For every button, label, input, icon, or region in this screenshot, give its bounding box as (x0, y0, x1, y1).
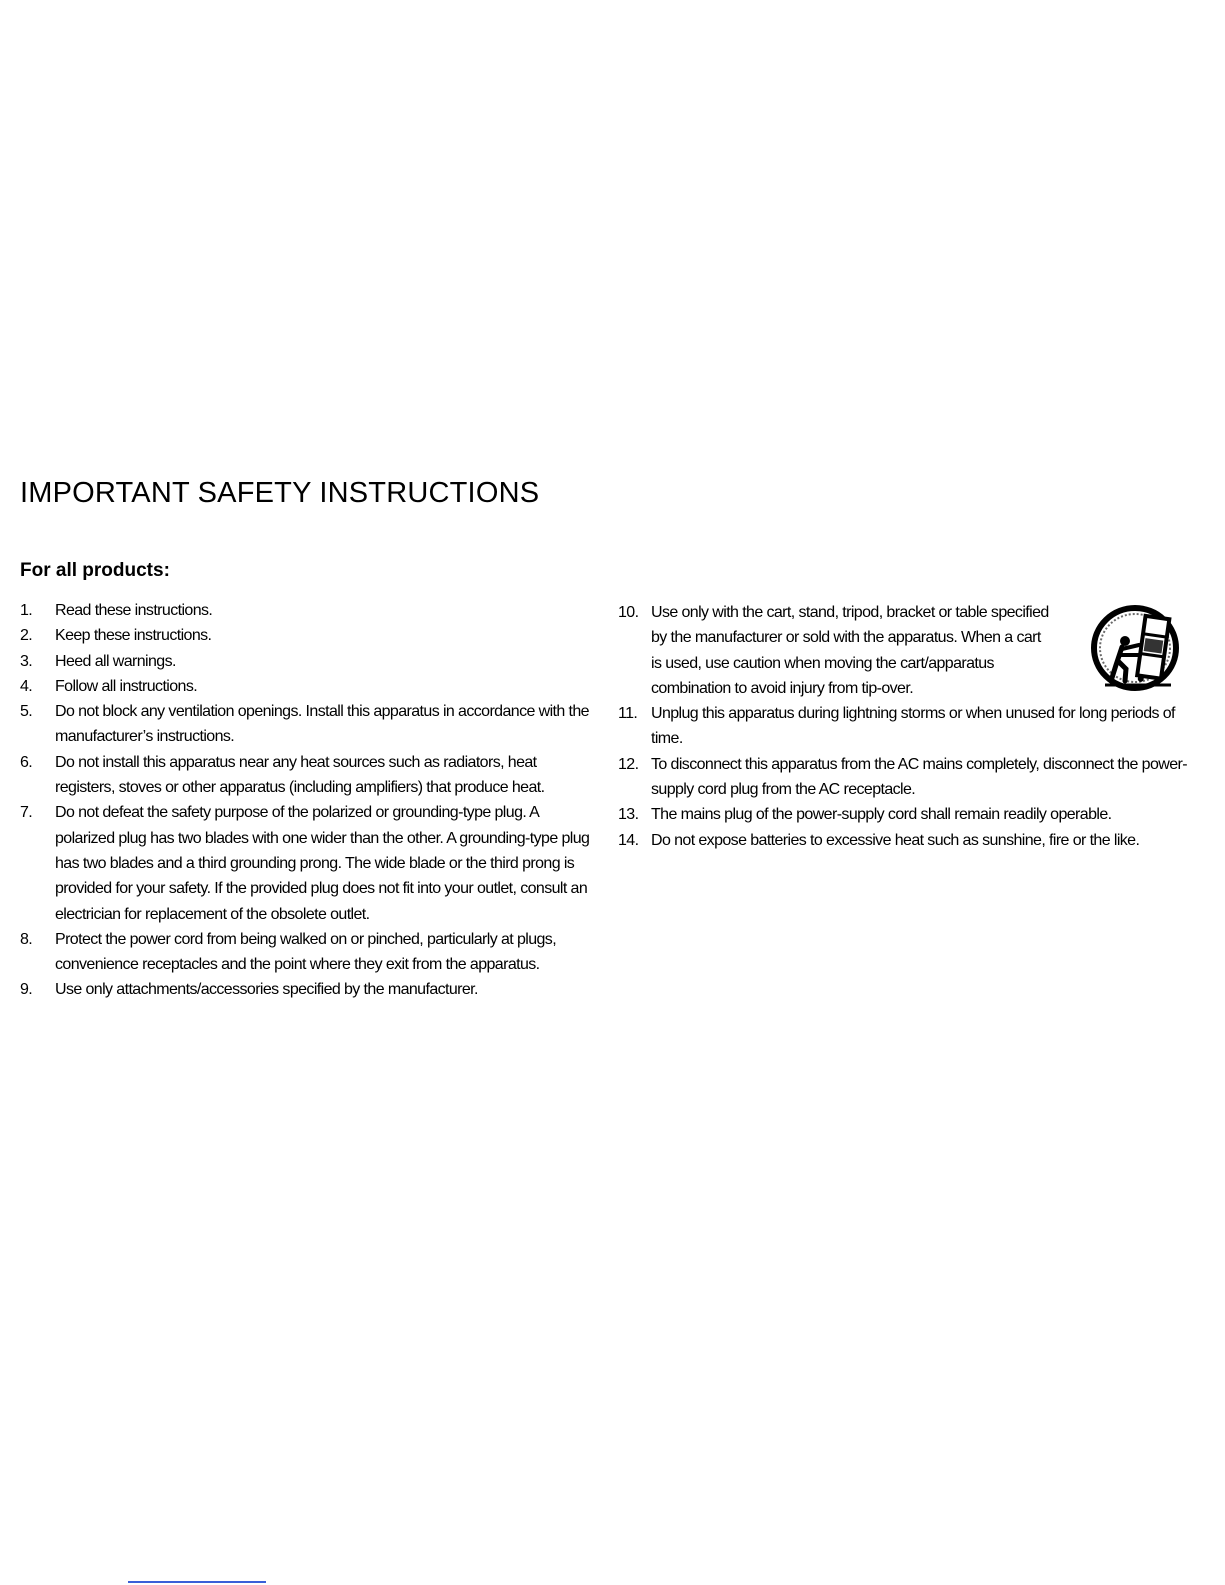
item-number: 2. (20, 627, 33, 645)
item-text: Do not block any ventilation openings. Install this apparatus in accordance with the manufacturer’s instructions. (55, 703, 589, 746)
list-item (20, 623, 592, 648)
item-number: 9. (20, 981, 33, 999)
item-number: 5. (20, 703, 33, 721)
list-item (20, 800, 592, 926)
cart-tip-over-warning-icon (1085, 603, 1187, 693)
item-text: Follow all instructions. (55, 677, 198, 695)
item-text: Heed all warnings. (55, 652, 176, 670)
list-item (618, 752, 1193, 803)
list-item (618, 802, 1193, 827)
item-text: Do not defeat the safety purpose of the polarized or grounding-type plug. A polarized plug has two blades with one wider than the other. A grounding-type plug has two blades and a third grounding prong. The wide blade or the third prong is provided for your safety. If the provided plug does not fit into your outlet, consult an electrician for replacement of the obsolete outlet. (55, 804, 590, 923)
section-subtitle: For all products: (20, 560, 170, 581)
item-text: Protect the power cord from being walked on or pinched, particularly at plugs, convenience receptacles and the point where they exit from the apparatus. (55, 930, 557, 974)
list-item (618, 828, 1193, 853)
list-item (618, 701, 1193, 752)
document-title: IMPORTANT SAFETY INSTRUCTIONS (20, 477, 540, 509)
item-text: Do not install this apparatus near any heat sources such as radiators, heat registers, stoves or other apparatus (including amplifiers) that produce heat. (55, 753, 545, 797)
item-text: Do not expose batteries to excessive heat such as sunshine, fire or the like. (651, 831, 1140, 849)
item-text: Unplug this apparatus during lightning storms or when unused for long periods of time. (651, 705, 1175, 748)
item-number: 7. (20, 804, 33, 822)
item-text: To disconnect this apparatus from the AC mains completely, disconnect the power-supply cord plug from the AC receptacle. (651, 755, 1187, 799)
list-item (20, 750, 592, 801)
item-text: Use only with the cart, stand, tripod, bracket or table specified by the manufacturer or sold with the apparatus. When a cart is used, use caution when moving the cart/apparatus combination to avoid injury from tip-over. (651, 604, 1049, 697)
list-item (20, 674, 592, 699)
list-item (20, 598, 592, 623)
item-text: The mains plug of the power-supply cord shall remain readily operable. (651, 806, 1112, 824)
item-number: 11. (618, 705, 638, 723)
item-number: 6. (20, 753, 33, 771)
item-number: 3. (20, 652, 33, 670)
list-item (20, 977, 592, 1002)
item-number: 14. (618, 831, 639, 849)
list-item (20, 649, 592, 674)
item-text: Use only attachments/accessories specified by the manufacturer. (55, 981, 478, 999)
item-number: 12. (618, 755, 639, 773)
item-number: 4. (20, 677, 33, 695)
list-item (20, 699, 592, 750)
item-number: 10. (618, 604, 639, 621)
item-text: Read these instructions. (55, 602, 213, 619)
page-edge-link-line (128, 1578, 266, 1583)
item-number: 13. (618, 806, 639, 824)
item-text: Keep these instructions. (55, 627, 212, 645)
instructions-list-left (20, 598, 592, 1003)
list-item (20, 927, 592, 978)
item-number: 1. (20, 602, 33, 619)
item-number: 8. (20, 930, 33, 948)
